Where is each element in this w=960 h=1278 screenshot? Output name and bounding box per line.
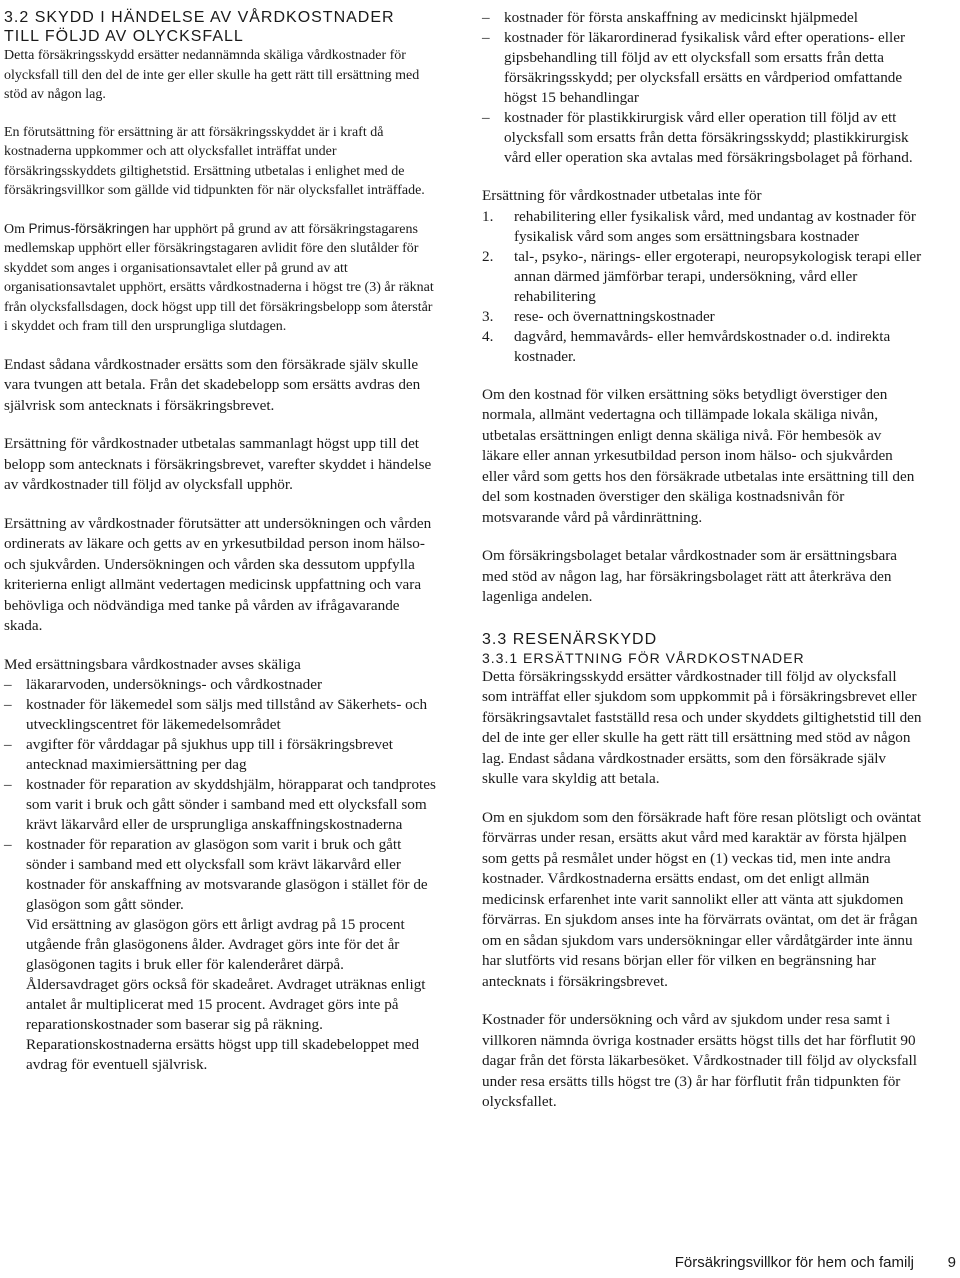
condition-paragraph: En förutsättning för ersättning är att försäkringsskyddet är i kraft då kostnaderna uppkommer och att olycksfallet inträffat under försäkringsskyddets giltighetstid. Ersättning utbetalas i enlighet med de försäkringsvillkor som gällde vid tidpunkten för när olycksfallet inträffade. — [4, 124, 425, 198]
left-column — [4, 8, 436, 1075]
reimbursable-list-continued — [482, 8, 922, 168]
list-item: 3. rese- och övernattningskostnader — [482, 307, 715, 325]
list-item: – kostnader för reparation av skyddshjälm, hörapparat och tandprotes som varit i bruk och gått sönder i samband med ett olycksfall som krävt läkarvård eller de ursprungliga anskaffningskostnaderna — [4, 775, 436, 835]
illness-paragraph: Om en sjukdom som den försäkrade haft före resan plötsligt och oväntat förvärras under resan, ersätts akut vård med karaktär av första hjälpen som getts på resmålet under högst en (1) veckas tid, men inte andra kostnader. Vårdkostnaderna ersätts endast, om det enligt allmän medicinsk erfarenhet inte varit sannolikt eller att vänta att sjukdomen förvärras. En sjukdom anses inte ha förvärrats oväntat, om det är frågan om en sådan sjukdom vars undersökningar eller vårdåtgärder inte ännu har slutförts vid resans början eller för vilken en begränsning har antecknats i försäkringsbrevet. — [482, 808, 922, 990]
heading-line-2: TILL FÖLJD AV OLYCKSFALL — [4, 28, 244, 45]
section-heading-3-3: 3.3 RESENÄRSKYDD — [482, 630, 658, 648]
reimbursable-list — [4, 675, 436, 1075]
recourse-paragraph: Om försäkringsbolaget betalar vårdkostnader som är ersättningsbara med stöd av någon lag, har försäkringsbolaget rätt att återkräva den lagenliga andelen. — [482, 547, 897, 605]
total-paragraph: Ersättning för vårdkostnader utbetalas sammanlagt högst upp till det belopp som antecknats i försäkringsbrevet, varefter skyddet i händelse av vårdkostnader till följd av olycksfall upphör. — [4, 435, 432, 493]
list-item: – läkararvoden, undersöknings- och vårdkostnader — [4, 675, 436, 695]
right-column — [482, 8, 922, 1113]
heading-line-1: 3.2 SKYDD I HÄNDELSE AV VÅRDKOSTNADER — [4, 9, 395, 26]
primus-brand: Primus-försäkringen — [28, 220, 150, 236]
requires-paragraph: Ersättning av vårdkostnader förutsätter att undersökningen och vården ordinerats av läkare och getts av en yrkesutbildad person inom hälso- och sjukvården. Undersökningen och vården ska dessutom uppfylla kriterierna enligt allmänt vedertagen medicinsk uppfattning och vara behövliga och nödvändiga med tanke på vården av ifrågavarande skada. — [4, 514, 432, 634]
list-item: 4. dagvård, hemmavårds- eller hemvårdskostnader o.d. indirekta kostnader. — [482, 327, 891, 365]
exclusions-intro: Ersättning för vårdkostnader utbetalas inte för — [482, 187, 762, 204]
list-item: – kostnader för plastikkirurgisk vård eller operation till följd av ett olycksfall som ersatts från detta försäkringsskydd; plastikkirurgisk vård eller operation ska avtalas med försäkringsbolaget på förhand. — [482, 108, 922, 168]
list-item: – kostnader för första anskaffning av medicinskt hjälpmedel — [482, 8, 922, 28]
list-item: 1. rehabilitering eller fysikalisk vård, med undantag av kostnader för fysikalisk vård som anges som ersättningsbara kostnader — [482, 207, 916, 245]
list-item-continuation: Vid ersättning av glasögon görs ett årligt avdrag på 15 procent utgående från glasögonens ålder. Avdraget görs inte för det år glasögonen tagits i bruk eller för kalenderåret därpå. Åldersavdraget görs också för skadeåret. Avdraget uträknas enligt antalet år multiplicerat med 15 procent. Avdraget görs inte på reparationskostnader som baserar sig på räkning. Reparationskostnaderna ersätts högst upp till skadebeloppet med avdrag för eventuell självrisk. — [26, 916, 426, 1073]
intro-paragraph: Detta försäkringsskydd ersätter nedannämnda skäliga vårdkostnader för olycksfall till den del de inte ger eller skulle ha gett rätt till ersättning med stöd av någon lag. — [4, 48, 420, 102]
primus-paragraph: Om Primus-försäkringen har upphört på grund av att försäkringstagarens medlemskap upphört eller försäkringstagaren avlidit före den slutålder för skyddet som anges i organisationsavtalet eller på grund av att organisationsavtalet upphört, ersätts vårdkostnaderna i högst tre (3) år räknat från olycksfallsdagen, dock högst upp till det försäkringsbelopp som återstår i skyddet och fram till den ursprungliga slutdagen. — [4, 220, 434, 334]
list-item: – kostnader för reparation av glasögon som varit i bruk och gått sönder i samband med ett olycksfall som krävt läkarvård eller kostnader för anskaffning av motsvarande glasögon i stället för de glasögon som gått sönder. — [4, 835, 436, 915]
list-item: – kostnader för läkemedel som säljs med tillstånd av Säkerhets- och utvecklingscentret för läkemedelsområdet — [4, 695, 436, 735]
list-intro: Med ersättningsbara vårdkostnader avses skäliga — [4, 655, 301, 673]
only-paragraph: Endast sådana vårdkostnader ersätts som den försäkrade själv skulle vara tvungen att betala. Från det skadebelopp som ersätts avdras den självrisk som antecknats i försäkringsbrevet. — [4, 355, 421, 414]
page-footer — [0, 1254, 960, 1276]
list-item: 2. tal-, psyko-, närings- eller ergoterapi, neuropsykologisk terapi eller annan därmed jämförbar terapi, undersökning, vård eller rehabilitering — [482, 247, 922, 305]
section-heading-3-2 — [4, 8, 436, 46]
section-heading-3-3-1: 3.3.1 ERSÄTTNING FÖR VÅRDKOSTNADER — [482, 649, 805, 666]
page-number: 9 — [947, 1254, 956, 1271]
exceeds-paragraph: Om den kostnad för vilken ersättning söks betydligt överstiger den normala, allmänt vedertagna och tillämpade lokala skäliga nivån, utbetalas ersättningen enligt denna skäliga nivå. För hembesök av läkare eller annan yrkesutbildad person inom hälso- och sjukvården eller vård som getts hos den försäkrade utbetalas inte ersättning till den del som kostnaden överstiger den skäliga kostnadsnivån för motsvarande vård på vårdinrättning. — [482, 385, 915, 526]
list-item: – kostnader för läkarordinerad fysikalisk vård efter operations- eller gipsbehandling till följd av ett olycksfall som ersatts från detta försäkringsskydd; per olycksfall ersätts en vårdperiod omfattande högst 15 behandlingar — [482, 28, 922, 108]
travel-paragraph: Detta försäkringsskydd ersätter vårdkostnader till följd av olycksfall som inträffat eller sjukdom som uppkommit på i försäkringsbrevet eller försäkringsavtalet fastställd resa och under skyddets giltighetstid till den del de inte ger eller skulle ha gett rätt till ersättning med stöd av någon lag. Endast sådana vårdkostnader ersätts, som den försäkrade själv skulle vara skyldig att betala. — [482, 667, 922, 787]
list-item: – avgifter för vårddagar på sjukhus upp till i försäkringsbrevet antecknad maximiersättning per dag — [4, 735, 436, 775]
footer-title: Försäkringsvillkor för hem och familj — [674, 1254, 914, 1271]
exclusions-list — [482, 207, 922, 367]
examination-paragraph: Kostnader för undersökning och vård av sjukdom under resa samt i villkoren nämnda övriga kostnader ersätts högst tills det har förflutit 90 dagar från det första läkarbesöket. Vårdkostnader till följd av olycksfall under resa ersätts tills högst tre (3) år har förflutit från tidpunkten för olycksfallet. — [482, 1011, 917, 1110]
